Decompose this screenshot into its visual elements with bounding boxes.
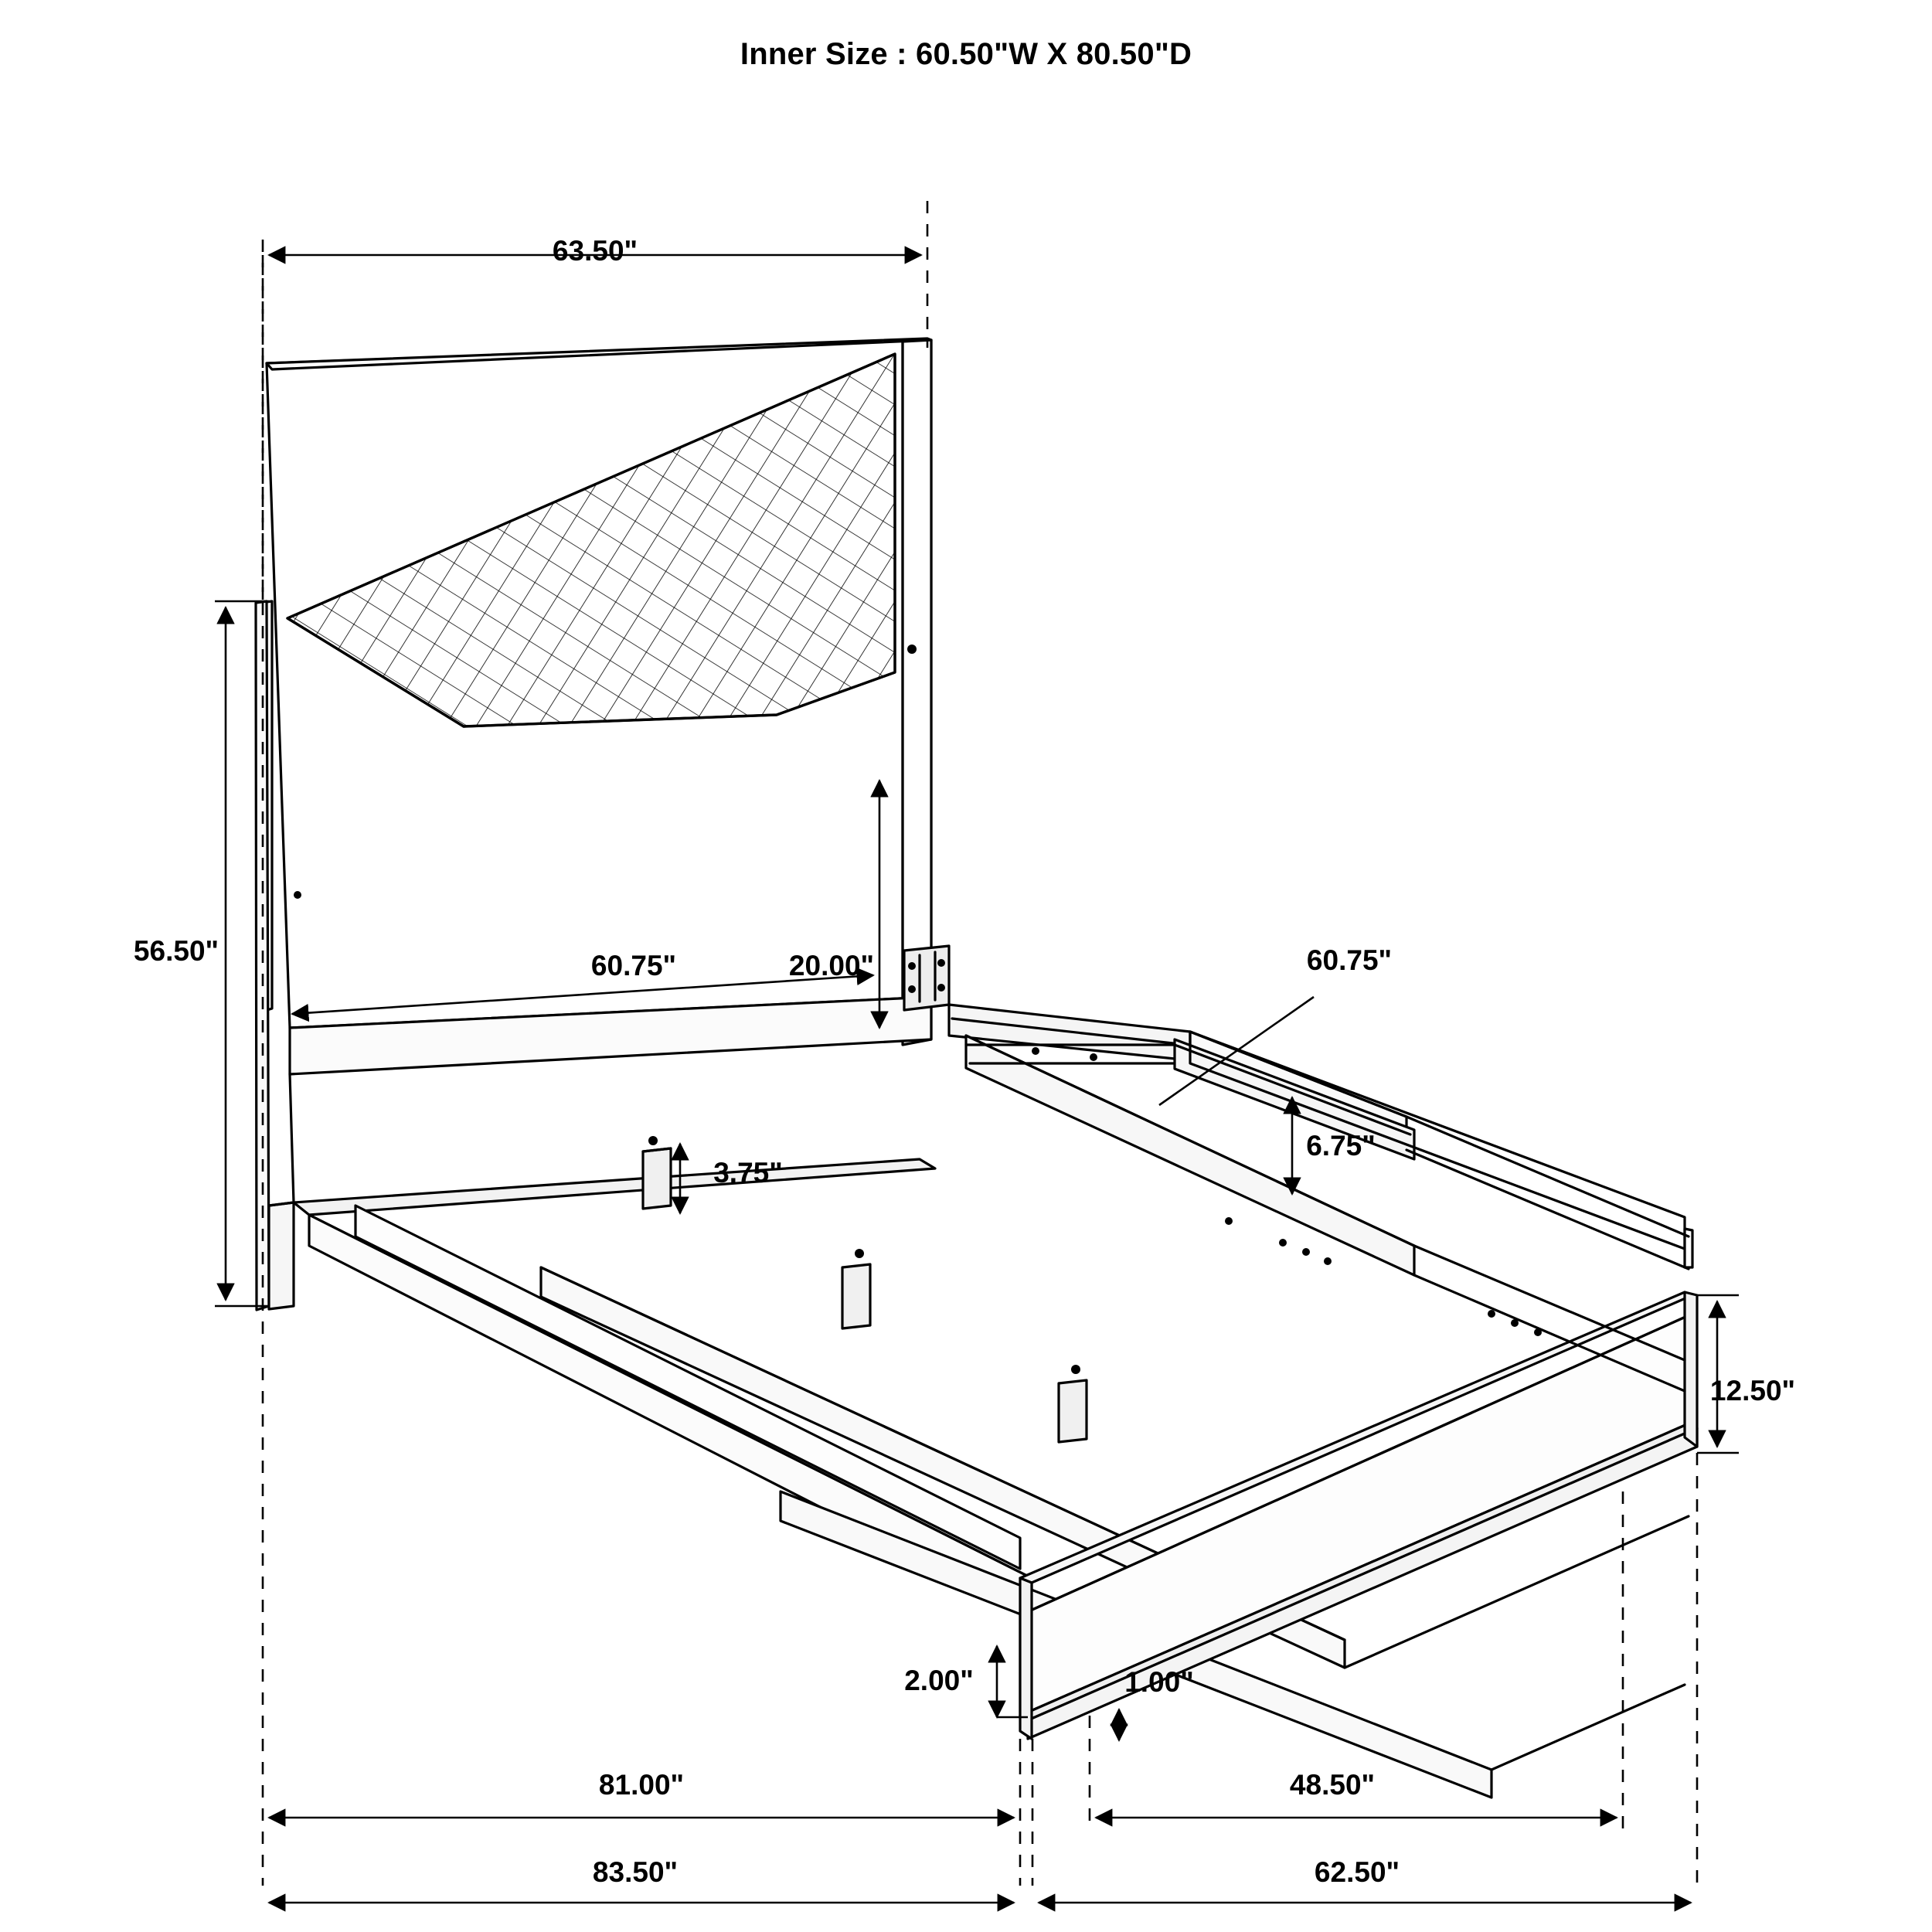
dimension-overall-length: 83.50" (592, 1856, 679, 1888)
dimension-overall-depth: 62.50" (1314, 1856, 1400, 1888)
dimension-foot-clearance: 2.00" (904, 1665, 974, 1696)
dimension-rail-inner-width: 60.75" (1306, 944, 1393, 976)
dimension-frame-length: 81.00" (598, 1769, 685, 1801)
dimension-foot-lip: 1.00" (1124, 1666, 1194, 1698)
dimension-headboard-clearance: 20.00" (788, 950, 875, 981)
dimension-footboard-depth: 48.50" (1289, 1769, 1376, 1801)
dimension-slat-support-height: 3.75" (713, 1157, 783, 1189)
dimension-headboard-width: 63.50" (552, 235, 638, 267)
page-title: Inner Size : 60.50"W X 80.50"D (740, 37, 1192, 71)
dimension-side-rail-height: 6.75" (1306, 1130, 1376, 1162)
dimension-headboard-inner-width: 60.75" (590, 950, 677, 981)
dimension-overall-height: 56.50" (133, 935, 219, 967)
dimension-footboard-height: 12.50" (1709, 1375, 1796, 1406)
